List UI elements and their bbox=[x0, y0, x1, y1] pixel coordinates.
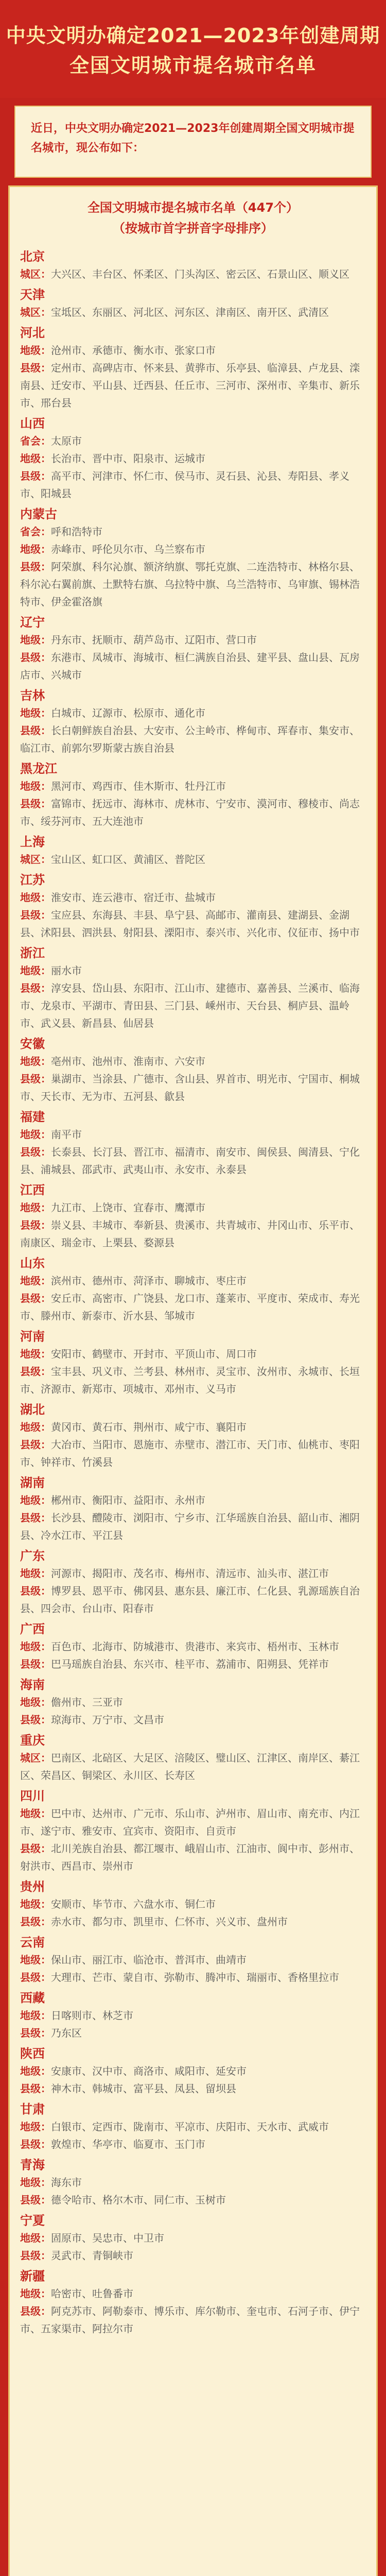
city-list-line bbox=[20, 1565, 366, 1582]
city-level-label: 县级： bbox=[20, 1658, 51, 1670]
city-list-line bbox=[20, 2174, 366, 2191]
city-list-line bbox=[20, 432, 366, 450]
city-names: 滨州市、德州市、菏泽市、聊城市、枣庄市 bbox=[51, 1275, 247, 1287]
city-level-label: 县级： bbox=[20, 1512, 51, 1524]
city-level-label: 地级： bbox=[20, 1696, 51, 1708]
city-level-label: 地级： bbox=[20, 344, 51, 357]
province-heading: 内蒙古 bbox=[20, 507, 57, 521]
city-names: 宝山区、虹口区、黄浦区、普陀区 bbox=[51, 853, 205, 866]
city-level-label: 地级： bbox=[20, 1421, 51, 1433]
city-level-label: 县级： bbox=[20, 724, 51, 737]
city-names: 长沙县、醴陵市、浏阳市、宁乡市、江华瑶族自治县、韶山市、湘阴县、冷水江市、平江县 bbox=[20, 1512, 360, 1541]
city-list-line bbox=[20, 2302, 366, 2337]
city-list-line bbox=[20, 906, 366, 941]
city-names: 亳州市、池州市、淮南市、六安市 bbox=[51, 1055, 205, 1067]
city-list-line bbox=[20, 1969, 366, 1986]
city-list-line bbox=[20, 1363, 366, 1398]
city-list-line bbox=[20, 1805, 366, 1840]
city-list-line bbox=[20, 1951, 366, 1969]
city-list-line bbox=[20, 1655, 366, 1673]
city-level-label: 地级： bbox=[20, 2232, 51, 2244]
city-list-line bbox=[20, 2118, 366, 2136]
city-names: 白城市、辽源市、松原市、通化市 bbox=[51, 707, 205, 719]
city-level-label: 县级： bbox=[20, 470, 51, 482]
city-names: 固原市、吴忠市、中卫市 bbox=[51, 2232, 164, 2244]
province-heading: 上海 bbox=[20, 835, 45, 849]
city-level-label: 地级： bbox=[20, 634, 51, 646]
panel-title-line2: （按城市首字拼音字母排序） bbox=[113, 221, 273, 235]
city-list-line bbox=[20, 1711, 366, 1728]
city-names: 巴中市、达州市、广元市、乐山市、泸州市、眉山市、南充市、内江市、遂宁市、雅安市、宜宾市、资阳市、自贡市 bbox=[20, 1807, 360, 1837]
city-level-label: 地级： bbox=[20, 707, 51, 719]
city-level-label: 城区： bbox=[20, 853, 51, 866]
city-level-label: 地级： bbox=[20, 543, 51, 555]
page-title-line2: 全国文明城市提名城市名单 bbox=[69, 54, 317, 77]
city-level-label: 县级： bbox=[20, 1916, 51, 1928]
city-list-line bbox=[20, 777, 366, 795]
city-list-line bbox=[20, 1070, 366, 1105]
city-list-line bbox=[20, 1492, 366, 1509]
province-heading: 重庆 bbox=[20, 1733, 45, 1748]
province-heading: 青海 bbox=[20, 2158, 45, 2172]
city-names: 北川羌族自治县、都江堰市、峨眉山市、江油市、阆中市、彭州市、射洪市、西昌市、崇州市 bbox=[20, 1842, 360, 1872]
city-names: 乃东区 bbox=[51, 2027, 82, 2039]
city-list-line bbox=[20, 649, 366, 684]
city-list-line bbox=[20, 2191, 366, 2209]
city-level-label: 县级： bbox=[20, 1585, 51, 1597]
city-names: 南平市 bbox=[51, 1128, 82, 1141]
city-list-line bbox=[20, 1143, 366, 1178]
city-level-label: 地级： bbox=[20, 1567, 51, 1580]
city-level-label: 地级： bbox=[20, 1348, 51, 1360]
city-level-label: 县级： bbox=[20, 1438, 51, 1451]
city-list-line bbox=[20, 1749, 366, 1784]
province-heading: 陕西 bbox=[20, 2046, 45, 2061]
city-level-label: 县级： bbox=[20, 2305, 51, 2317]
city-list-line bbox=[20, 2024, 366, 2042]
city-names: 德令哈市、格尔木市、同仁市、玉树市 bbox=[51, 2194, 226, 2206]
city-level-label: 地级： bbox=[20, 1640, 51, 1653]
city-names: 琼海市、万宁市、文昌市 bbox=[51, 1714, 164, 1726]
city-list-line bbox=[20, 631, 366, 649]
city-level-label: 县级： bbox=[20, 798, 51, 810]
city-level-label: 县级： bbox=[20, 2138, 51, 2150]
city-names: 长泰县、长汀县、晋江市、福清市、南安市、闽侯县、闽清县、宁化县、浦城县、邵武市、武夷山市、永安市、永泰县 bbox=[20, 1146, 360, 1176]
province-heading: 新疆 bbox=[20, 2269, 45, 2283]
city-level-label: 地级： bbox=[20, 2009, 51, 2022]
city-names: 大冶市、当阳市、恩施市、赤壁市、潜江市、天门市、仙桃市、枣阳市、钟祥市、竹溪县 bbox=[20, 1438, 360, 1468]
city-list-line bbox=[20, 889, 366, 906]
city-list-line bbox=[20, 2247, 366, 2264]
city-list-line bbox=[20, 2285, 366, 2302]
city-list-line bbox=[20, 2136, 366, 2153]
city-level-label: 县级： bbox=[20, 362, 51, 374]
city-names: 东港市、凤城市、海城市、桓仁满族自治县、建平县、盘山县、瓦房店市、兴城市 bbox=[20, 651, 360, 681]
city-names: 海东市 bbox=[51, 2176, 82, 2189]
city-names: 淳安县、岱山县、东阳市、江山市、建德市、嘉善县、兰溪市、临海市、龙泉市、平湖市、青田县、三门县、嵊州市、天台县、桐庐县、温岭市、武义县、新昌县、仙居县 bbox=[20, 982, 360, 1029]
city-names: 丹东市、抚顺市、葫芦岛市、辽阳市、营口市 bbox=[51, 634, 257, 646]
city-level-label: 县级： bbox=[20, 651, 51, 664]
city-names: 白银市、定西市、陇南市、平凉市、庆阳市、天水市、武威市 bbox=[51, 2121, 329, 2133]
city-list-line bbox=[20, 962, 366, 979]
city-level-label: 地级： bbox=[20, 2176, 51, 2189]
city-list-line bbox=[20, 523, 366, 540]
province-heading: 河南 bbox=[20, 1329, 45, 1344]
city-list-line bbox=[20, 1509, 366, 1544]
city-list-line bbox=[20, 540, 366, 558]
header bbox=[0, 0, 386, 98]
city-level-label: 县级： bbox=[20, 1146, 51, 1158]
province-heading: 山东 bbox=[20, 1256, 45, 1270]
province-heading: 辽宁 bbox=[20, 615, 45, 630]
city-list-line bbox=[20, 1053, 366, 1070]
city-list-line bbox=[20, 450, 366, 467]
city-level-label: 地级： bbox=[20, 1954, 51, 1966]
city-names: 灵武市、青铜峡市 bbox=[51, 2249, 133, 2262]
city-names: 崇义县、丰城市、奉新县、贵溪市、共青城市、井冈山市、乐平市、南康区、瑞金市、上栗县、婺源县 bbox=[20, 1219, 360, 1249]
city-list-line bbox=[20, 1126, 366, 1143]
city-names: 淮安市、连云港市、宿迁市、盐城市 bbox=[51, 891, 216, 904]
intro-box bbox=[14, 106, 372, 178]
city-level-label: 地级： bbox=[20, 2287, 51, 2300]
city-list-line bbox=[20, 558, 366, 611]
city-names: 儋州市、三亚市 bbox=[51, 1696, 123, 1708]
province-heading: 湖北 bbox=[20, 1402, 45, 1417]
city-names: 赤水市、都匀市、凯里市、仁怀市、兴义市、盘州市 bbox=[51, 1916, 288, 1928]
city-list-line bbox=[20, 1582, 366, 1617]
city-names: 宝丰县、巩义市、兰考县、林州市、灵宝市、汝州市、永城市、长垣市、济源市、新郑市、项城市、邓州市、义马市 bbox=[20, 1365, 360, 1395]
province-heading: 山西 bbox=[20, 416, 45, 431]
city-names: 定州市、高碑店市、怀来县、黄骅市、乐亭县、临漳县、卢龙县、滦南县、迁安市、平山县、迁西县、任丘市、三河市、深州市、辛集市、新乐市、邢台县 bbox=[20, 362, 360, 409]
city-names: 黄冈市、黄石市、荆州市、咸宁市、襄阳市 bbox=[51, 1421, 247, 1433]
city-names: 长治市、晋中市、阳泉市、运城市 bbox=[51, 452, 205, 465]
city-names: 百色市、北海市、防城港市、贵港市、来宾市、梧州市、玉林市 bbox=[51, 1640, 339, 1653]
province-heading: 宁夏 bbox=[20, 2213, 45, 2228]
city-level-label: 县级： bbox=[20, 2027, 51, 2039]
city-list-line bbox=[20, 722, 366, 757]
city-list-line bbox=[20, 1272, 366, 1290]
city-names: 富锦市、抚远市、海林市、虎林市、宁安市、漠河市、穆棱市、尚志市、绥芬河市、五大连池市 bbox=[20, 798, 360, 827]
city-names: 巢湖市、当涂县、广德市、含山县、界首市、明光市、宁国市、桐城市、天长市、无为市、五河县、歙县 bbox=[20, 1073, 360, 1103]
city-names: 黑河市、鸡西市、佳木斯市、牡丹江市 bbox=[51, 780, 226, 792]
city-level-label: 县级： bbox=[20, 1292, 51, 1304]
city-level-label: 地级： bbox=[20, 1807, 51, 1820]
city-level-label: 县级： bbox=[20, 982, 51, 994]
city-level-label: 县级： bbox=[20, 909, 51, 921]
intro-text: 近日，中央文明办确定2021—2023年创建周期全国文明城市提名城市，现公布如下： bbox=[31, 122, 355, 155]
city-level-label: 地级： bbox=[20, 1201, 51, 1214]
province-heading: 四川 bbox=[20, 1789, 45, 1803]
province-heading: 海南 bbox=[20, 1677, 45, 1692]
province-heading: 云南 bbox=[20, 1935, 45, 1950]
province-heading: 黑龙江 bbox=[20, 761, 57, 776]
city-list-line bbox=[20, 359, 366, 412]
city-names: 安康市、汉中市、商洛市、咸阳市、延安市 bbox=[51, 2065, 247, 2077]
city-level-label: 省会： bbox=[20, 526, 51, 538]
city-level-label: 地级： bbox=[20, 1128, 51, 1141]
city-list-line bbox=[20, 1290, 366, 1325]
city-names: 呼和浩特市 bbox=[51, 526, 102, 538]
city-list-line bbox=[20, 1418, 366, 1436]
city-names: 安顺市、毕节市、六盘水市、铜仁市 bbox=[51, 1898, 216, 1910]
list-panel bbox=[8, 185, 378, 2576]
city-list-line bbox=[20, 1345, 366, 1363]
city-names: 丽水市 bbox=[51, 964, 82, 977]
city-list-line bbox=[20, 1638, 366, 1655]
city-list-line bbox=[20, 1216, 366, 1251]
city-level-label: 省会： bbox=[20, 435, 51, 447]
province-heading: 湖南 bbox=[20, 1476, 45, 1490]
city-level-label: 县级： bbox=[20, 1714, 51, 1726]
city-names: 阿克苏市、阿勒泰市、博乐市、库尔勒市、奎屯市、石河子市、伊宁市、五家渠市、阿拉尔市 bbox=[20, 2305, 360, 2335]
city-list-line bbox=[20, 1693, 366, 1711]
city-level-label: 地级： bbox=[20, 964, 51, 977]
city-names: 巴马瑶族自治县、东兴市、桂平市、荔浦市、阳朔县、凭祥市 bbox=[51, 1658, 329, 1670]
city-level-label: 城区： bbox=[20, 1752, 51, 1764]
city-level-label: 地级： bbox=[20, 2121, 51, 2133]
province-heading: 吉林 bbox=[20, 688, 45, 703]
city-list-line bbox=[20, 979, 366, 1032]
city-list-line bbox=[20, 2080, 366, 2097]
city-names: 阿荣旗、科尔沁旗、额济纳旗、鄂托克旗、二连浩特市、林格尔县、科尔沁右翼前旗、土默特右旗、乌拉特中旗、乌兰浩特市、乌审旗、锡林浩特市、伊金霍洛旗 bbox=[20, 561, 360, 608]
city-level-label: 县级： bbox=[20, 2249, 51, 2262]
city-names: 九江市、上饶市、宜春市、鹰潭市 bbox=[51, 1201, 205, 1214]
city-list-line bbox=[20, 1913, 366, 1930]
city-level-label: 县级： bbox=[20, 1842, 51, 1855]
city-names: 保山市、丽江市、临沧市、普洱市、曲靖市 bbox=[51, 1954, 247, 1966]
province-heading: 贵州 bbox=[20, 1879, 45, 1894]
city-names: 博罗县、恩平市、佛冈县、惠东县、廉江市、仁化县、乳源瑶族自治县、四会市、台山市、阳春市 bbox=[20, 1585, 360, 1615]
city-names: 长白朝鲜族自治县、大安市、公主岭市、桦甸市、珲春市、集安市、临江市、前郭尔罗斯蒙古族自治县 bbox=[20, 724, 360, 754]
province-heading: 江西 bbox=[20, 1183, 45, 1197]
city-list-line bbox=[20, 467, 366, 502]
city-level-label: 地级： bbox=[20, 2065, 51, 2077]
city-list-line bbox=[20, 704, 366, 722]
city-names: 日喀则市、林芝市 bbox=[51, 2009, 133, 2022]
city-level-label: 县级： bbox=[20, 1219, 51, 1231]
province-list bbox=[10, 239, 376, 2337]
city-level-label: 县级： bbox=[20, 2082, 51, 2095]
province-heading: 河北 bbox=[20, 326, 45, 340]
city-level-label: 地级： bbox=[20, 780, 51, 792]
city-level-label: 地级： bbox=[20, 1055, 51, 1067]
province-heading: 江苏 bbox=[20, 873, 45, 887]
city-names: 哈密市、吐鲁番市 bbox=[51, 2287, 133, 2300]
city-level-label: 县级： bbox=[20, 1073, 51, 1085]
panel-title bbox=[10, 197, 376, 239]
city-names: 神木市、韩城市、富平县、凤县、留坝县 bbox=[51, 2082, 236, 2095]
city-names: 安阳市、鹤壁市、开封市、平顶山市、周口市 bbox=[51, 1348, 257, 1360]
city-list-line bbox=[20, 2007, 366, 2024]
city-list-line bbox=[20, 342, 366, 359]
city-names: 大兴区、丰台区、怀柔区、门头沟区、密云区、石景山区、顺义区 bbox=[51, 268, 349, 280]
province-heading: 浙江 bbox=[20, 946, 45, 960]
city-level-label: 县级： bbox=[20, 1365, 51, 1378]
city-names: 巴南区、北碚区、大足区、涪陵区、璧山区、江津区、南岸区、綦江区、荣昌区、铜梁区、永川区、长寿区 bbox=[20, 1752, 360, 1782]
city-level-label: 城区： bbox=[20, 268, 51, 280]
city-level-label: 地级： bbox=[20, 1275, 51, 1287]
panel-title-line1: 全国文明城市提名城市名单（447个） bbox=[87, 200, 299, 215]
city-list-line bbox=[20, 303, 366, 321]
province-heading: 甘肃 bbox=[20, 2102, 45, 2116]
city-list-line bbox=[20, 851, 366, 868]
city-list-line bbox=[20, 795, 366, 830]
city-level-label: 地级： bbox=[20, 891, 51, 904]
province-heading: 福建 bbox=[20, 1110, 45, 1124]
city-names: 大理市、芒市、蒙自市、弥勒市、腾冲市、瑞丽市、香格里拉市 bbox=[51, 1971, 339, 1984]
city-names: 赤峰市、呼伦贝尔市、乌兰察布市 bbox=[51, 543, 205, 555]
city-names: 太原市 bbox=[51, 435, 82, 447]
city-level-label: 城区： bbox=[20, 306, 51, 318]
city-list-line bbox=[20, 1895, 366, 1913]
city-list-line bbox=[20, 265, 366, 283]
city-level-label: 地级： bbox=[20, 452, 51, 465]
province-heading: 北京 bbox=[20, 249, 45, 264]
province-heading: 西藏 bbox=[20, 1991, 45, 2005]
city-level-label: 地级： bbox=[20, 1898, 51, 1910]
city-names: 河源市、揭阳市、茂名市、梅州市、清远市、汕头市、湛江市 bbox=[51, 1567, 329, 1580]
page-title-line1: 中央文明办确定2021—2023年创建周期 bbox=[6, 24, 380, 47]
city-list-line bbox=[20, 2062, 366, 2080]
city-names: 安丘市、高密市、广饶县、龙口市、蓬莱市、平度市、荣成市、寿光市、滕州市、新泰市、沂水县、邹城市 bbox=[20, 1292, 360, 1322]
city-level-label: 县级： bbox=[20, 2194, 51, 2206]
province-heading: 广西 bbox=[20, 1622, 45, 1636]
province-heading: 广东 bbox=[20, 1549, 45, 1563]
city-names: 宝应县、东海县、丰县、阜宁县、高邮市、灌南县、建湖县、金湖县、沭阳县、泗洪县、射阳县、溧阳市、泰兴市、兴化市、仪征市、扬中市 bbox=[20, 909, 360, 939]
city-names: 沧州市、承德市、衡水市、张家口市 bbox=[51, 344, 216, 357]
province-heading: 安徽 bbox=[20, 1037, 45, 1051]
province-heading: 天津 bbox=[20, 287, 45, 302]
city-names: 高平市、河津市、怀仁市、侯马市、灵石县、沁县、寿阳县、孝义市、阳城县 bbox=[20, 470, 349, 500]
city-level-label: 县级： bbox=[20, 561, 51, 573]
city-list-line bbox=[20, 1840, 366, 1875]
city-level-label: 地级： bbox=[20, 1494, 51, 1506]
city-list-line bbox=[20, 1436, 366, 1471]
city-names: 宝坻区、东丽区、河北区、河东区、津南区、南开区、武清区 bbox=[51, 306, 329, 318]
city-list-line bbox=[20, 1199, 366, 1216]
city-list-line bbox=[20, 2229, 366, 2247]
city-names: 郴州市、衡阳市、益阳市、永州市 bbox=[51, 1494, 205, 1506]
city-level-label: 县级： bbox=[20, 1971, 51, 1984]
city-names: 敦煌市、华亭市、临夏市、玉门市 bbox=[51, 2138, 205, 2150]
